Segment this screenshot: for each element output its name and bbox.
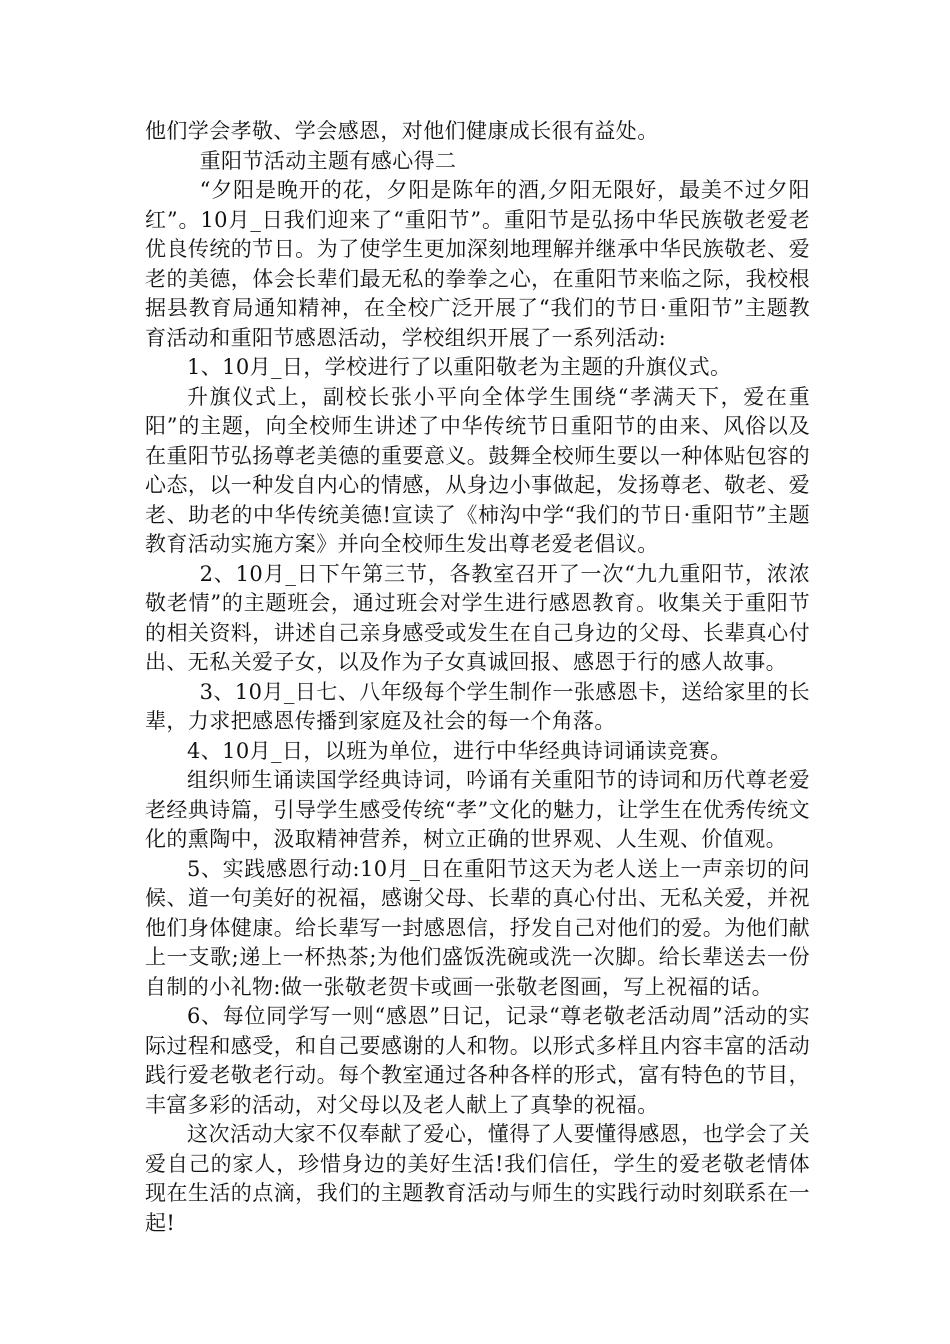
paragraph-item-6: 6、每位同学写一则“感恩”日记，记录“尊老敬老活动周”活动的实际过程和感受，和自己要感谢的人和物。以形式多样且内容丰富的活动践行爱老敬老行动。每个教室通过各种各样的形式，富有特色的节目，丰富多彩的活动，对父母以及老人献上了真挚的祝福。 — [145, 1004, 810, 1117]
paragraph-item-5: 5、实践感恩行动:10月_日在重阳节这天为老人送上一声亲切的问候、道一句美好的祝福，感谢父母、长辈的真心付出、无私关爱，并祝他们身体健康。给长辈写一封感恩信，抒发自己对他们的爱。为他们献上一支歌;递上一杯热茶;为他们盛饭洗碗或洗一次脚。给长辈送去一份自制的小礼物:做一张敬老贺卡或画一张敬老图画，写上祝福的话。 — [145, 856, 810, 999]
paragraph-recitation: 组织师生诵读国学经典诗词，吟诵有关重阳节的诗词和历代尊老爱老经典诗篇，引导学生感受传统“孝”文化的魅力，让学生在优秀传统文化的熏陶中，汲取精神营养，树立正确的世界观、人生观、价值观。 — [145, 768, 810, 851]
paragraph-item-4: 4、10月_日，以班为单位，进行中华经典诗词诵读竞赛。 — [187, 738, 732, 763]
section-title: 重阳节活动主题有感心得二 — [199, 148, 457, 173]
paragraph-item-2: 2、10月_日下午第三节，各教室召开了一次“九九重阳节，浓浓敬老情”的主题班会，通过班会对学生进行感恩教育。收集关于重阳节的相关资料，讲述自己亲身感受或发生在自己身边的父母、长辈真心付出、无私关爱子女，以及作为子女真诚回报、感恩于行的感人故事。 — [145, 561, 810, 674]
paragraph-item-1: 1、10月_日，学校进行了以重阳敬老为主题的升旗仪式。 — [187, 355, 732, 379]
paragraph-intro: “夕阳是晚开的花，夕阳是陈年的酒,夕阳无限好，最美不过夕阳红”。10月_日我们迎来了“重阳节”。重阳节是弘扬中华民族敬老爱老优良传统的节日。为了使学生更加深刻地理解并继承中华民族敬老、爱老的美德，体会长辈们最无私的拳拳之心，在重阳节来临之际，我校根据县教育局通知精神，在全校广泛开展了“我们的节日·重阳节”主题教育活动和重阳节感恩活动，学校组织开展了一系列活动: — [145, 178, 810, 350]
paragraph-conclusion: 这次活动大家不仅奉献了爱心，懂得了人要懂得感恩，也学会了关爱自己的家人，珍惜身边的美好生活!我们信任，学生的爱老敬老情体现在生活的点滴，我们的主题教育活动与师生的实践行动时刻联系在一起! — [145, 1122, 810, 1235]
paragraph-flag-ceremony: 升旗仪式上，副校长张小平向全体学生围绕“孝满天下，爱在重阳”的主题，向全校师生讲述了中华传统节日重阳节的由来、风俗以及在重阳节弘扬尊老美德的重要意义。鼓舞全校师生要以一种体贴包容的心态，以一种发自内心的情感，从身边小事做起，发扬尊老、敬老、爱老、助老的中华传统美德!宣读了《柿沟中学“我们的节日·重阳节”主题教育活动实施方案》并向全校师生发出尊老爱老倡议。 — [145, 384, 810, 556]
paragraph-item-3: 3、10月_日七、八年级每个学生制作一张感恩卡，送给家里的长辈，力求把感恩传播到家庭及社会的每一个角落。 — [145, 679, 810, 733]
paragraph-continuation: 他们学会孝敬、学会感恩，对他们健康成长很有益处。 — [145, 119, 659, 143]
document-body — [145, 117, 810, 1238]
